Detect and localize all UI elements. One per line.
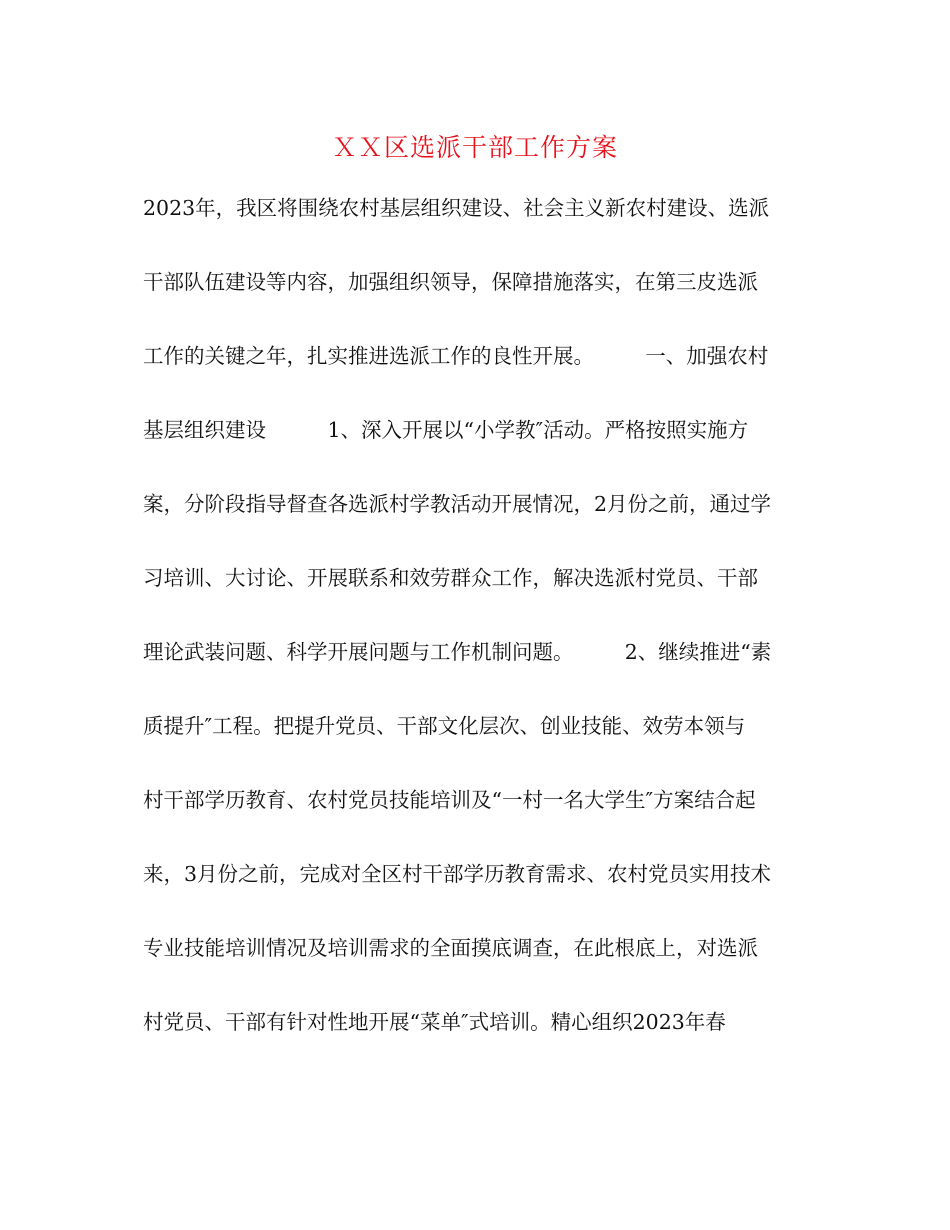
body-line-12: 村党员、干部有针对性地开展“菜单″式培训。精心组织2023年春 (143, 1010, 726, 1034)
body-line-3: 工作的关键之年，扎实推进选派工作的良性开展。 一、加强农村 (143, 344, 769, 368)
body-line-10: 来，3月份之前，完成对全区村干部学历教育需求、农村党员实用技术 (143, 862, 772, 886)
body-line-7: 理论武装问题、科学开展问题与工作机制问题。 2、继续推进“素 (143, 640, 772, 664)
document-title: ＸＸ区选派干部工作方案 (331, 133, 618, 162)
body-line-8: 质提升″工程。把提升党员、干部文化层次、创业技能、效劳本领与 (143, 714, 746, 738)
document-body (143, 188, 823, 1076)
body-line-4: 基层组织建设 1、深入开展以“小学教″活动。严格按照实施方 (143, 418, 749, 442)
body-line-5: 案，分阶段指导督查各选派村学教活动开展情况，2月份之前，通过学 (143, 492, 772, 516)
body-line-11: 专业技能培训情况及培训需求的全面摸底调查，在此根底上，对选派 (143, 936, 758, 960)
body-line-9: 村干部学历教育、农村党员技能培训及“一村一名大学生″方案结合起 (143, 788, 756, 812)
body-line-6: 习培训、大讨论、开展联系和效劳群众工作，解决选派村党员、干部 (143, 566, 758, 590)
body-line-1: 2023年，我区将围绕农村基层组织建设、社会主义新农村建设、选派 (143, 196, 770, 220)
body-line-2: 干部队伍建设等内容，加强组织领导，保障措施落实，在第三皮选派 (143, 270, 758, 294)
